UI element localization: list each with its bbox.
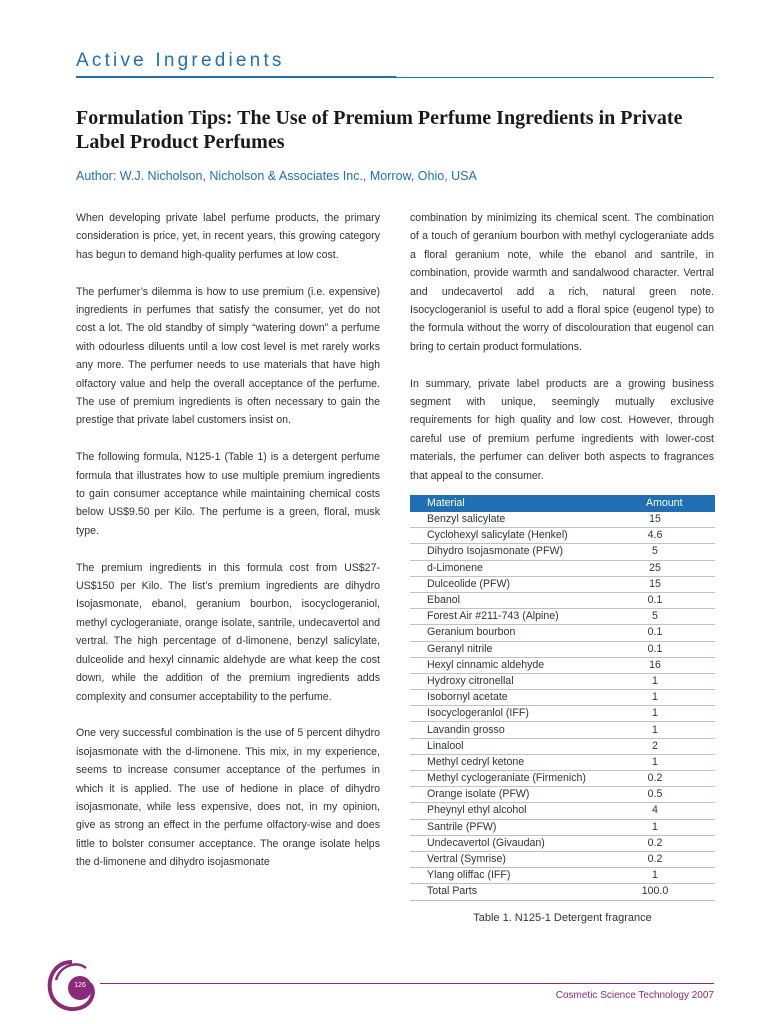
- paragraph: One very successful combination is the use of 5 percent dihydro isojasmonate with the d-limonene. This mix, in my experience, seems to increase consumer acceptance of the perfumes in which it is applied. The use of hedione in place of dihydro isojasmonate, while less expensive, does not, in my opinion, give as strong an effect in the perfume olfactory-wise and does little to bolster consumer acceptance. The orange isolate helps the d-limonene and dihydro isojasmonate: [76, 727, 380, 869]
- table-body: [410, 512, 715, 901]
- amount-cell: 4: [595, 803, 715, 819]
- amount-cell: 5: [595, 609, 715, 625]
- table-row: [410, 544, 715, 560]
- amount-cell: 25: [595, 560, 715, 576]
- table-row: [410, 528, 715, 544]
- amount-cell: 0.2: [595, 771, 715, 787]
- amount-cell: 1: [595, 673, 715, 689]
- article-title: Formulation Tips: The Use of Premium Perfume Ingredients in Private Label Product Perfumes: [76, 107, 683, 153]
- material-cell: Dihydro Isojasmonate (PFW): [410, 544, 595, 560]
- table-row: [410, 771, 715, 787]
- material-cell: Hydroxy citronellal: [410, 673, 595, 689]
- amount-cell: 15: [595, 576, 715, 592]
- paragraph: The premium ingredients in this formula cost from US$27-US$150 per Kilo. The list’s premium ingredients are dihydro Isojasmonate, ebanol, geranium bourbon, isocyclogeraniol, methyl cyclogeraniate, orange isolate, santrile, undecavertol and vertral. The high percentage of d-limonene, benzyl salicylate, dulceolide and hexyl cinnamic aldehyde are what keep the cost down, while the addition of the premium ingredients adds complexity and consumer acceptability to the perfume.: [76, 561, 380, 703]
- amount-cell: 0.5: [595, 787, 715, 803]
- material-cell: d-Limonene: [410, 560, 595, 576]
- material-cell: Pheynyl ethyl alcohol: [410, 803, 595, 819]
- material-cell: Hexyl cinnamic aldehyde: [410, 657, 595, 673]
- amount-cell: 100.0: [595, 884, 715, 900]
- amount-cell: 1: [595, 690, 715, 706]
- material-header: Material: [410, 495, 595, 512]
- material-cell: Isocyclogeranlol (IFF): [410, 706, 595, 722]
- section-title: Active Ingredients: [76, 50, 285, 71]
- paragraph: The following formula, N125-1 (Table 1) is a detergent perfume formula that illustrates how to use multiple premium ingredients to gain consumer acceptance while maintaining chemical costs below US$9.50 per Kilo. The perfume is a green, floral, musk type.: [76, 451, 380, 537]
- material-cell: Vertral (Symrise): [410, 851, 595, 867]
- table-row: [410, 722, 715, 738]
- material-cell: Ylang oliffac (IFF): [410, 868, 595, 884]
- table-row: [410, 738, 715, 754]
- material-cell: Methyl cedryl ketone: [410, 754, 595, 770]
- table-row: [410, 851, 715, 867]
- table-row: [410, 754, 715, 770]
- paragraph: The perfumer’s dilemma is how to use premium (i.e. expensive) ingredients in perfumes that satisfy the consumer, yet do not cost a lot. The old standby of simply “watering down” a perfume with odourless diluents until a low cost level is met rarely works any more. The perfumer needs to use materials that have high olfactory value and help the overall acceptance of the perfume. The use of premium ingredients is often necessary to gain the prestige that private label customers insist on.: [76, 285, 380, 427]
- amount-cell: 1: [595, 722, 715, 738]
- table-caption: Table 1. N125-1 Detergent fragrance: [473, 912, 652, 924]
- amount-header: Amount: [595, 495, 715, 512]
- table-row: [410, 690, 715, 706]
- amount-cell: 1: [595, 754, 715, 770]
- table-row: [410, 657, 715, 673]
- table-row: [410, 868, 715, 884]
- header-rule-accent: [76, 76, 396, 78]
- material-cell: Santrile (PFW): [410, 819, 595, 835]
- table-row: [410, 884, 715, 900]
- material-cell: Geranium bourbon: [410, 625, 595, 641]
- table-row: [410, 609, 715, 625]
- right-column: [410, 209, 714, 503]
- amount-cell: 1: [595, 706, 715, 722]
- amount-cell: 16: [595, 657, 715, 673]
- material-cell: Forest Air #211-743 (Alpine): [410, 609, 595, 625]
- table-row: [410, 576, 715, 592]
- left-column: [76, 209, 380, 890]
- paragraph: When developing private label perfume products, the primary consideration is price, yet, in recent years, this growing category has begun to demand high-quality perfumes at low cost.: [76, 212, 380, 261]
- material-cell: Geranyl nitrile: [410, 641, 595, 657]
- table-row: [410, 819, 715, 835]
- amount-cell: 0.2: [595, 835, 715, 851]
- table-row: [410, 673, 715, 689]
- material-cell: Benzyl salicylate: [410, 512, 595, 528]
- table-row: [410, 560, 715, 576]
- table-row: [410, 835, 715, 851]
- table-header-row: [410, 495, 715, 512]
- material-cell: Lavandin grosso: [410, 722, 595, 738]
- table-row: [410, 592, 715, 608]
- amount-cell: 5: [595, 544, 715, 560]
- paragraph: combination by minimizing its chemical scent. The combination of a touch of geranium bourbon with methyl cyclogeraniate adds a floral geranium note, while the ebanol and santrile, in combination, provide warmth and sandalwood character. Vertral and undecavertol add a rich, natural green note. Isocyclogeraniol is useful to add a floral spice (eugenol type) to the formula without the worry of discolouration that eugenol can bring to certain product formulations.: [410, 212, 714, 353]
- table-row: [410, 787, 715, 803]
- amount-cell: 0.1: [595, 625, 715, 641]
- material-cell: Orange isolate (PFW): [410, 787, 595, 803]
- footer-rule: [100, 983, 714, 984]
- journal-name: Cosmetic Science Technology 2007: [555, 990, 714, 1001]
- amount-cell: 0.1: [595, 592, 715, 608]
- table-row: [410, 641, 715, 657]
- amount-cell: 1: [595, 868, 715, 884]
- paragraph: In summary, private label products are a growing business segment with unique, seemingly mutually exclusive requirements for high quality and low cost. However, through careful use of premium perfume ingredients with lower-cost materials, the perfumer can deliver both aspects to fragrances that appeal to the consumer.: [410, 377, 714, 482]
- amount-cell: 0.1: [595, 641, 715, 657]
- amount-cell: 2: [595, 738, 715, 754]
- amount-cell: 1: [595, 819, 715, 835]
- table-row: [410, 625, 715, 641]
- material-cell: Undecavertol (Givaudan): [410, 835, 595, 851]
- material-cell: Linalool: [410, 738, 595, 754]
- material-cell: Cyclohexyl salicylate (Henkel): [410, 528, 595, 544]
- amount-cell: 0.2: [595, 851, 715, 867]
- formula-table: [410, 495, 715, 901]
- page-number: 126: [74, 982, 86, 989]
- article-author: Author: W.J. Nicholson, Nicholson & Associates Inc., Morrow, Ohio, USA: [76, 169, 477, 183]
- material-cell: Total Parts: [410, 884, 595, 900]
- table-row: [410, 803, 715, 819]
- amount-cell: 4.6: [595, 528, 715, 544]
- amount-cell: 15: [595, 512, 715, 528]
- material-cell: Dulceolide (PFW): [410, 576, 595, 592]
- table-row: [410, 512, 715, 528]
- table-row: [410, 706, 715, 722]
- material-cell: Methyl cyclogeraniate (Firmenich): [410, 771, 595, 787]
- material-cell: Isobornyl acetate: [410, 690, 595, 706]
- material-cell: Ebanol: [410, 592, 595, 608]
